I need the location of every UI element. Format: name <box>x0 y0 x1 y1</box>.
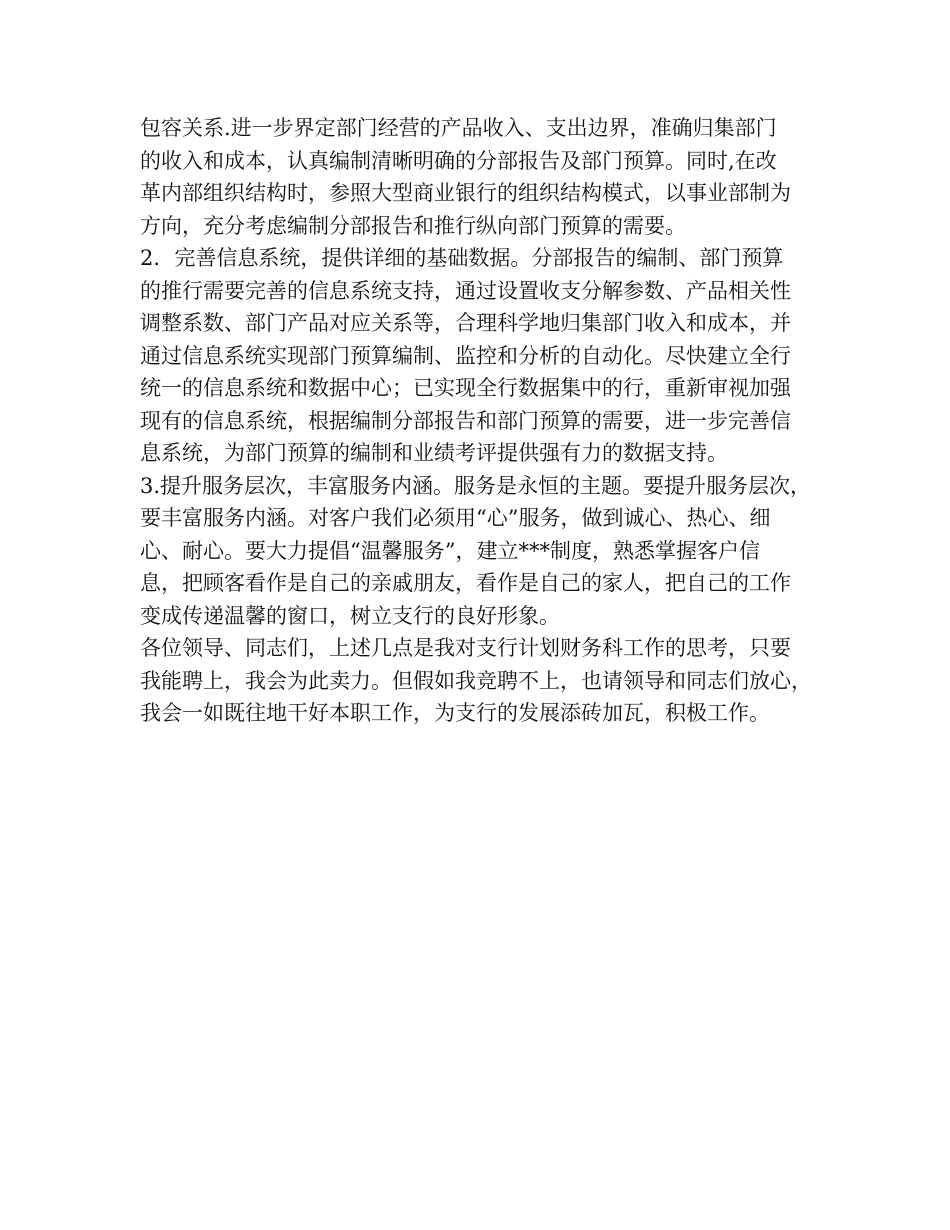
text-line: 我会一如既往地干好本职工作，为支行的发展添砖加瓦，积极工作。 <box>140 701 770 725</box>
text-line: 心、耐心。要大力提倡“温馨服务”，建立***制度，熟悉掌握客户信 <box>140 538 760 563</box>
text-line: 的推行需要完善的信息系统支持，通过设置收支分解参数、产品相关性 <box>140 278 791 303</box>
text-line: 革内部组织结构时，参照大型商业银行的组织结构模式，以事业部制为 <box>140 181 791 205</box>
text-line: 息系统，为部门预算的编制和业绩考评提供强有力的数据支持。 <box>140 441 728 465</box>
text-line: 3.提升服务层次，丰富服务内涵。服务是永恒的主题。要提升服务层次， <box>140 473 812 498</box>
text-line: 调整系数、部门产品对应关系等，合理科学地归集部门收入和成本，并 <box>140 311 791 335</box>
text-line: 要丰富服务内涵。对客户我们必须用“心”服务，做到诚心、热心、细 <box>140 506 771 530</box>
text-line: 通过信息系统实现部门预算编制、监控和分析的自动化。尽快建立全行 <box>140 343 791 368</box>
text-line: 息，把顾客看作是自己的亲戚朋友，看作是自己的家人，把自己的工作 <box>140 571 791 595</box>
text-line: 的收入和成本，认真编制清晰明确的分部报告及部门预算。同时,在改 <box>140 148 777 173</box>
document-body-text <box>140 112 830 730</box>
text-line: 方向，充分考虑编制分部报告和推行纵向部门预算的需要。 <box>140 213 686 238</box>
text-line: 变成传递温馨的窗口，树立支行的良好形象。 <box>140 603 560 628</box>
text-line: 2．完善信息系统，提供详细的基础数据。分部报告的编制、部门预算 <box>140 246 784 270</box>
text-line: 我能聘上，我会为此卖力。但假如我竞聘不上，也请领导和同志们放心， <box>140 668 812 693</box>
text-line: 包容关系.进一步界定部门经营的产品收入、支出边界，准确归集部门 <box>140 116 777 140</box>
text-line: 统一的信息系统和数据中心；已实现全行数据集中的行，重新审视加强 <box>140 376 791 400</box>
text-line: 各位领导、同志们，上述几点是我对支行计划财务科工作的思考，只要 <box>140 636 791 660</box>
text-line: 现有的信息系统，根据编制分部报告和部门预算的需要，进一步完善信 <box>140 408 791 433</box>
